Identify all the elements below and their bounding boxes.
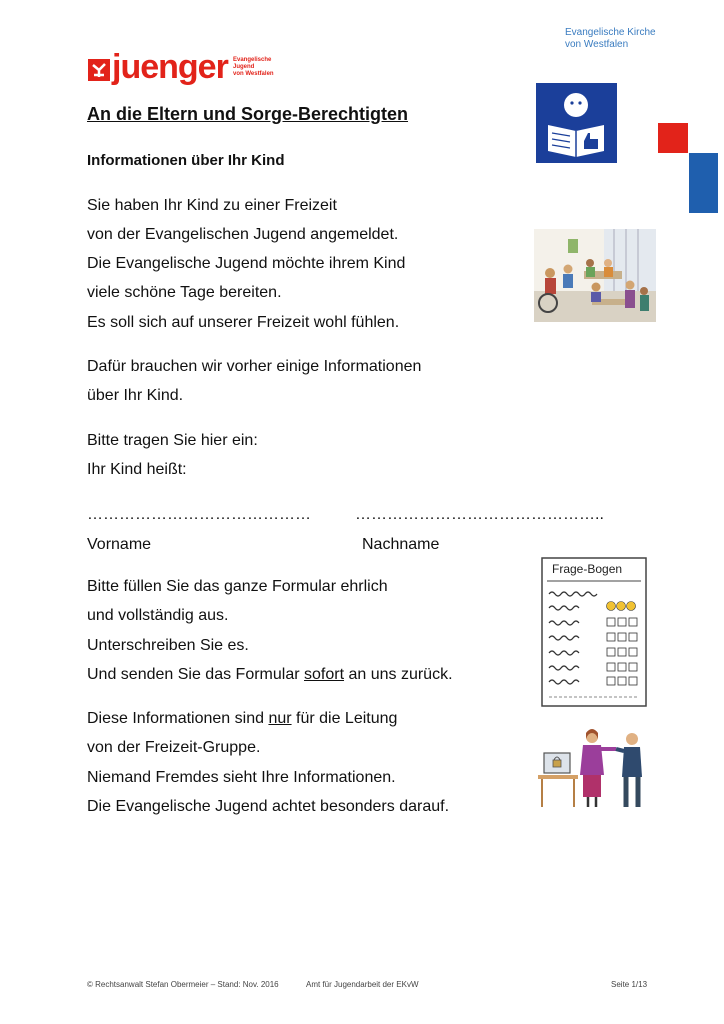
first-name-field[interactable]: ……………………………………	[87, 506, 311, 523]
p4-emphasis-sofort: sofort	[304, 666, 345, 683]
group-activity-illustration	[534, 229, 656, 322]
p5-line-1-end: für die Leitung	[291, 710, 398, 727]
logo-mark-icon	[88, 59, 110, 81]
last-name-label: Nachname	[362, 536, 440, 553]
p1-line-5: Es soll sich auf unserer Freizeit wohl fühlen.	[87, 314, 400, 331]
p2-line-1: Dafür brauchen wir vorher einige Informationen	[87, 358, 422, 375]
p3-line-1: Bitte tragen Sie hier ein:	[87, 432, 258, 449]
p1-line-1: Sie haben Ihr Kind zu einer Freizeit	[87, 197, 337, 214]
p4-line-3: Unterschreiben Sie es.	[87, 637, 249, 654]
p5-line-1-start: Diese Informationen sind	[87, 710, 269, 727]
p2-line-2: über Ihr Kind.	[87, 387, 184, 404]
footer-copyright: © Rechtsanwalt Stefan Obermeier – Stand: Nov. 2016	[87, 980, 279, 989]
p4-line-2: und vollständig aus.	[87, 607, 229, 624]
p1-line-4: viele schöne Tage bereiten.	[87, 284, 282, 301]
logo-subtext	[233, 57, 274, 78]
blue-bar-decoration	[689, 153, 718, 213]
p5-line-3: Niemand Fremdes sieht Ihre Informationen.	[87, 769, 396, 786]
church-name	[565, 27, 656, 51]
questionnaire-title: Frage-Bogen	[552, 562, 623, 576]
p4-line-4-end: an uns zurück.	[344, 666, 453, 683]
logo-sub-1: Evangelische	[233, 57, 272, 63]
p1-line-3: Die Evangelische Jugend möchte ihrem Kind	[87, 255, 406, 272]
church-name-line2: von Westfalen	[565, 39, 629, 50]
section-subtitle: Informationen über Ihr Kind	[87, 152, 285, 169]
easy-language-icon	[536, 83, 617, 163]
p5-emphasis-nur: nur	[268, 710, 292, 727]
p5-line-4: Die Evangelische Jugend achtet besonders darauf.	[87, 798, 450, 815]
last-name-field[interactable]: ………………………………………..	[355, 506, 604, 523]
footer-office: Amt für Jugendarbeit der EKvW	[306, 980, 419, 989]
page-title: An die Eltern und Sorge-Berechtigten	[87, 104, 409, 124]
logo-word: juenger	[112, 48, 228, 86]
p1-line-2: von der Evangelischen Jugend angemeldet.	[87, 226, 399, 243]
questionnaire-illustration	[541, 557, 647, 707]
logo-sub-2: Jugend	[233, 64, 255, 70]
logo-sub-3: von Westfalen	[233, 71, 274, 77]
juenger-logo	[88, 48, 288, 89]
p3-line-2: Ihr Kind heißt:	[87, 461, 187, 478]
privacy-illustration	[536, 727, 656, 809]
p4-line-4-start: Und senden Sie das Formular	[87, 666, 304, 683]
footer-page-number: Seite 1/13	[611, 980, 648, 989]
p5-line-2: von der Freizeit-Gruppe.	[87, 739, 261, 756]
p5-line-1	[87, 709, 397, 729]
church-name-line1: Evangelische Kirche	[565, 27, 656, 38]
p4-line-4	[87, 665, 453, 685]
red-square-decoration	[658, 123, 688, 153]
p4-line-1: Bitte füllen Sie das ganze Formular ehrlich	[87, 578, 388, 595]
first-name-label: Vorname	[87, 536, 152, 553]
